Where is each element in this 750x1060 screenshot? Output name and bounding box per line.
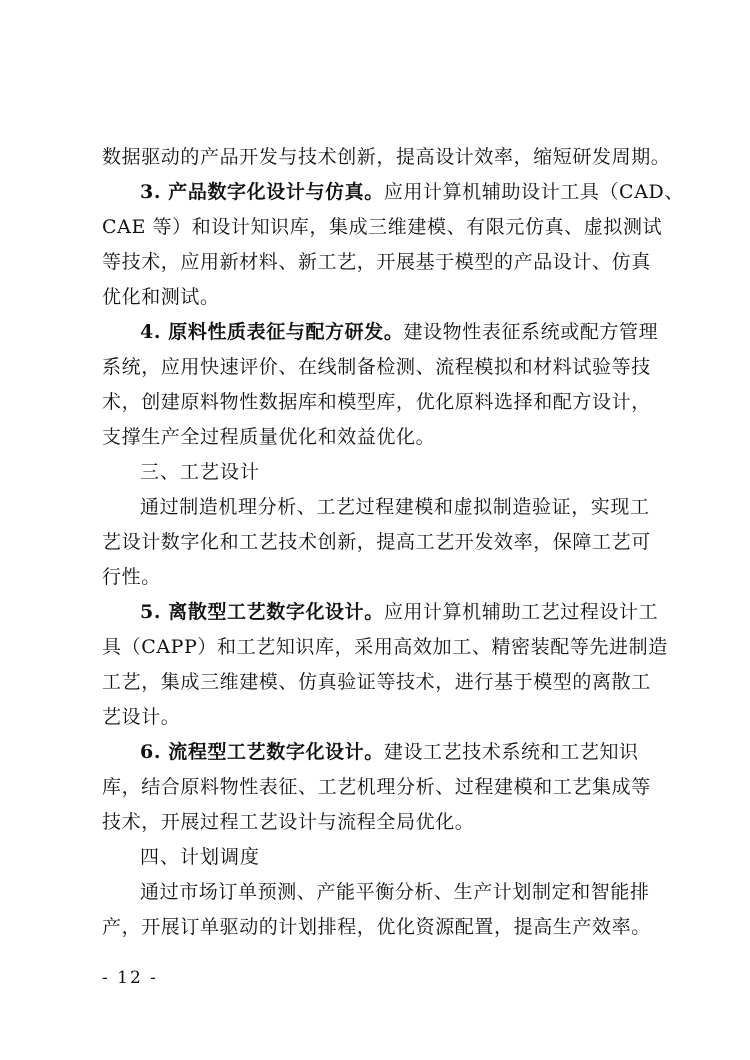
paragraph-line: 产，开展订单驱动的计划排程，优化资源配置，提高生产效率。 [102, 916, 651, 938]
paragraph-line: 库，结合原料物性表征、工艺机理分析、过程建模和工艺集成等 [102, 776, 651, 798]
item-heading: 6. 流程型工艺数字化设计。 [140, 741, 384, 763]
paragraph-line: 具（CAPP）和工艺知识库，采用高效加工、精密装配等先进制造 [102, 636, 668, 658]
paragraph-line: 优化和测试。 [102, 286, 220, 308]
paragraph-line: 艺设计。 [102, 706, 181, 728]
paragraph-text: 建设工艺技术系统和工艺知识 [383, 741, 639, 763]
paragraph-line: 数据驱动的产品开发与技术创新，提高设计效率，缩短研发周期。 [102, 146, 671, 168]
paragraph-line: 系统，应用快速评价、在线制备检测、流程模拟和材料试验等技 [102, 356, 651, 378]
paragraph-text: 应用计算机辅助工艺过程设计工 [383, 601, 659, 623]
paragraph-text: 应用计算机辅助设计工具（CAD、 [383, 181, 684, 203]
item-heading: 5. 离散型工艺数字化设计。 [140, 601, 384, 623]
paragraph-text: 建设物性表征系统或配方管理 [403, 321, 659, 343]
paragraph-line: 工艺，集成三维建模、仿真验证等技术，进行基于模型的离散工 [102, 671, 651, 693]
paragraph-line: 技术，开展过程工艺设计与流程全局优化。 [102, 811, 475, 833]
paragraph-line: 术，创建原料物性数据库和模型库，优化原料选择和配方设计， [102, 391, 651, 413]
section-heading: 三、工艺设计 [140, 461, 261, 483]
paragraph-line [140, 318, 658, 346]
paragraph-line: 支撑生产全过程质量优化和效益优化。 [102, 426, 436, 448]
paragraph-line: 艺设计数字化和工艺技术创新，提高工艺开发效率，保障工艺可 [102, 531, 651, 553]
paragraph-line [140, 738, 639, 766]
paragraph-line [140, 178, 684, 206]
paragraph-line [140, 598, 658, 626]
page-number: - 12 - [102, 968, 158, 988]
item-heading: 3. 产品数字化设计与仿真。 [140, 181, 384, 203]
paragraph-line: 等技术，应用新材料、新工艺，开展基于模型的产品设计、仿真 [102, 251, 651, 273]
item-heading: 4. 原料性质表征与配方研发。 [140, 321, 404, 343]
paragraph-line: 通过市场订单预测、产能平衡分析、生产计划制定和智能排 [140, 881, 650, 903]
paragraph-line: CAE 等）和设计知识库，集成三维建模、有限元仿真、虚拟测试 [102, 216, 663, 238]
paragraph-line: 行性。 [102, 566, 161, 588]
paragraph-line: 通过制造机理分析、工艺过程建模和虚拟制造验证，实现工 [140, 496, 650, 518]
section-heading: 四、计划调度 [140, 846, 261, 868]
